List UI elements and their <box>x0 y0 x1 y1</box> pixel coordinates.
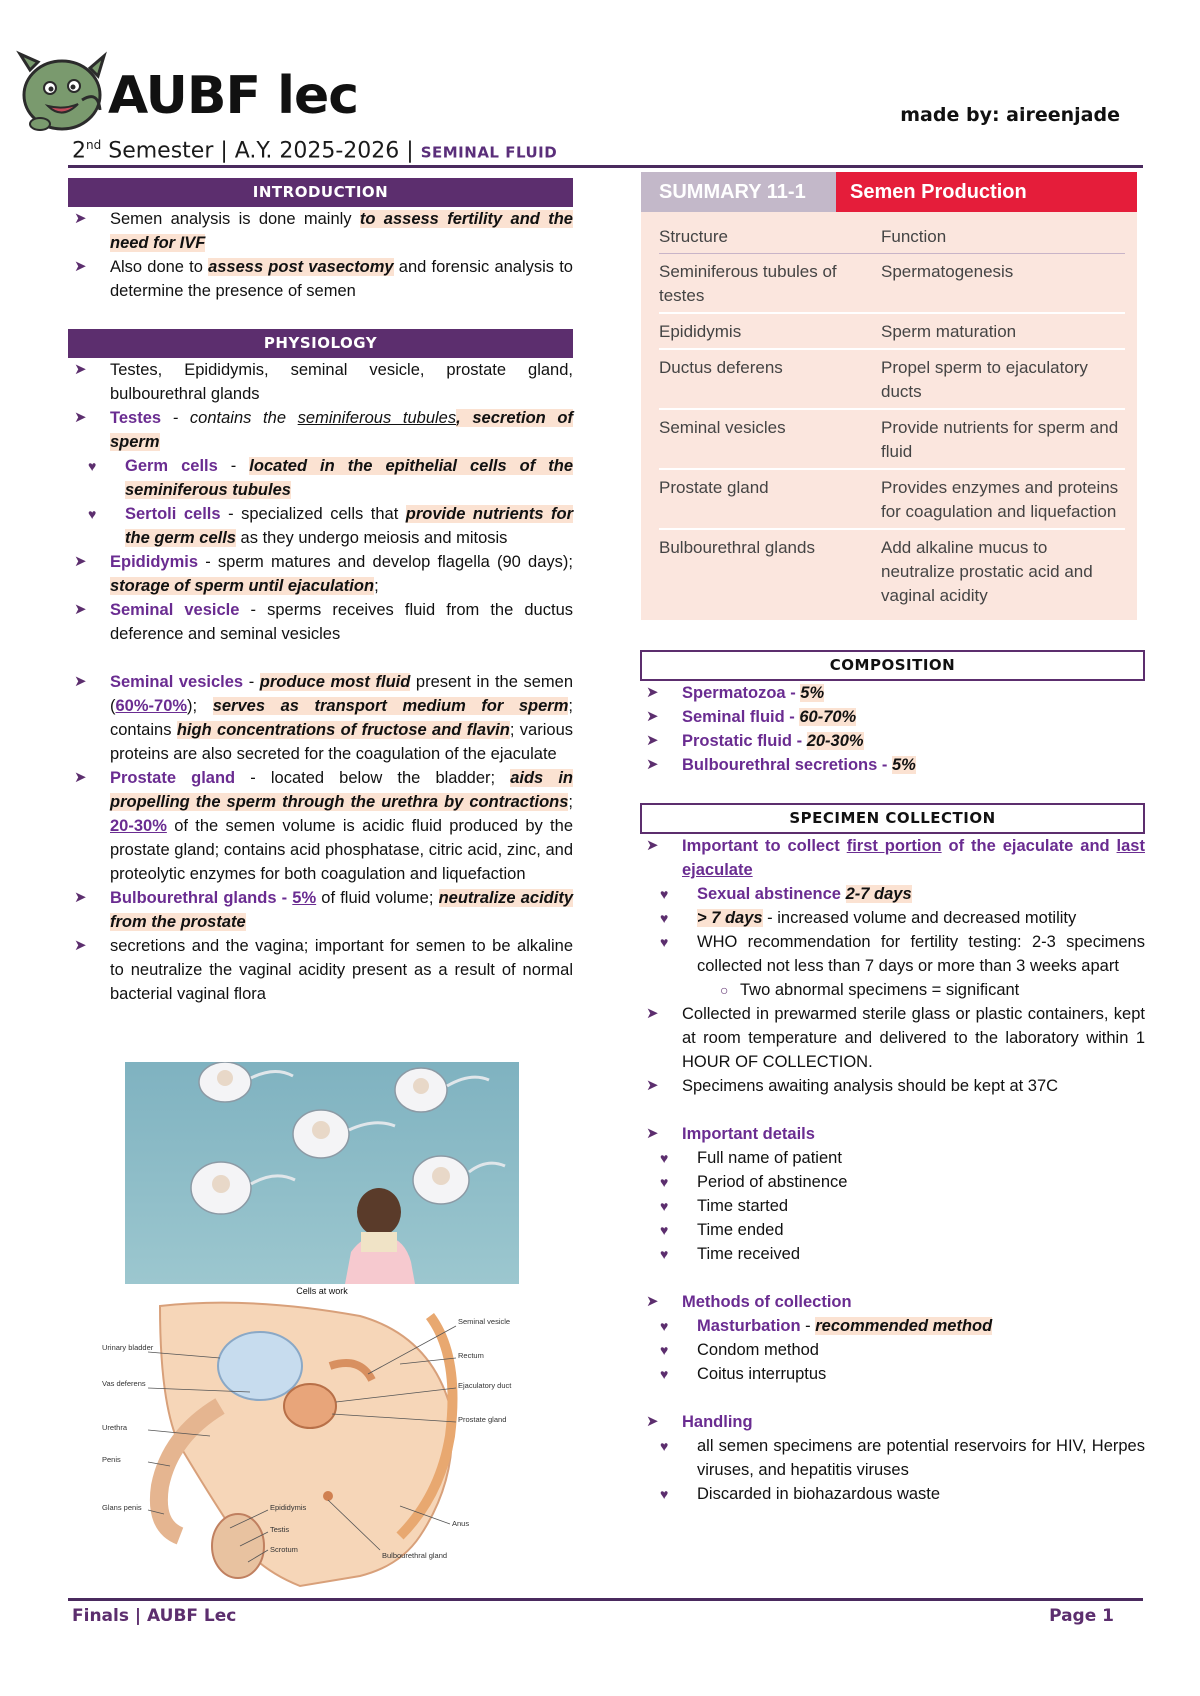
phys-item-sertoli <box>68 502 573 550</box>
male-reproductive-anatomy-diagram <box>100 1296 550 1596</box>
doc-topic: SEMINAL FLUID <box>420 143 558 162</box>
semester-suffix: nd <box>86 138 102 152</box>
doc-title: AUBF lec <box>108 66 359 126</box>
phys-item-secretions <box>68 934 573 1006</box>
term: Testes <box>110 409 162 427</box>
composition-item <box>640 729 1145 753</box>
text: - <box>800 1317 816 1335</box>
underline-text: seminiferous tubules <box>297 409 457 427</box>
footer-rule <box>68 1598 1143 1601</box>
table-row <box>659 350 1125 410</box>
highlight-text: to assess fertility and the need for IVF <box>110 210 573 252</box>
semester-text: Semester | A.Y. 2025-2026 | <box>101 138 421 164</box>
spec-detail <box>640 1146 1145 1170</box>
term: Handling <box>682 1413 753 1431</box>
phys-item-organs <box>68 358 573 406</box>
text: of the semen volume is acidic fluid produced by the prostate gland; contains acid phosphatase, citric acid, zinc, and proteolytic enzymes for both coagulation and liquefaction <box>110 817 573 883</box>
text: present in the semen ( <box>110 673 574 715</box>
cell-structure: Seminiferous tubules of testes <box>659 262 837 305</box>
text: - located below the bladder; <box>235 769 511 787</box>
cell-function: Provides enzymes and proteins for coagulation and liquefaction <box>881 478 1119 521</box>
text: - <box>243 673 260 691</box>
spec-method-coitus <box>640 1362 1145 1386</box>
circle-bullet-icon: ○ <box>720 982 729 998</box>
text: - increased volume and decreased motility <box>762 909 1077 927</box>
label-vas-deferens: Vas deferens <box>102 1379 146 1388</box>
text: ; various proteins are also secreted for the coagulation of the ejaculate <box>110 721 573 763</box>
doc-subtitle <box>72 138 557 163</box>
underline-value: 5% <box>292 889 317 907</box>
highlight-text: 5% <box>891 756 916 774</box>
spec-methods-heading <box>640 1290 1145 1314</box>
spec-detail <box>640 1170 1145 1194</box>
left-column <box>68 178 573 1006</box>
spec-item-awaiting <box>640 1074 1145 1098</box>
text: Time ended <box>697 1221 784 1239</box>
table-row <box>659 410 1125 470</box>
text: as they undergo meiosis and mitosis <box>235 529 508 547</box>
text: Full name of patient <box>697 1149 842 1167</box>
term: Seminal vesicle <box>110 601 240 619</box>
table-row <box>659 530 1125 612</box>
spec-details-heading <box>640 1122 1145 1146</box>
table-row <box>659 314 1125 350</box>
spec-handling-item <box>640 1434 1145 1482</box>
text: - sperms receives fluid from the ductus deference and seminal vesicles <box>110 601 573 643</box>
text: Coitus interruptus <box>697 1365 827 1383</box>
spec-detail <box>640 1218 1145 1242</box>
text: - specialized cells that <box>220 505 406 523</box>
author-credit: made by: aireenjade <box>900 104 1120 126</box>
phys-item-germ-cells <box>68 454 573 502</box>
spec-item-who <box>640 930 1145 978</box>
arrow-bullet-icon: ➤ <box>646 1293 659 1310</box>
text: Time started <box>697 1197 789 1215</box>
text: Condom method <box>697 1341 819 1359</box>
spec-detail <box>640 1194 1145 1218</box>
label-glans-penis: Glans penis <box>102 1503 142 1512</box>
term: Sertoli cells <box>125 505 221 523</box>
cells-at-work-illustration <box>125 1062 519 1284</box>
term: Seminal vesicles <box>110 673 244 691</box>
heart-bullet-icon: ♥ <box>88 506 97 522</box>
underline-value: 60%-70% <box>115 697 188 715</box>
text: - contains the <box>161 409 298 427</box>
heart-bullet-icon: ♥ <box>660 1222 669 1238</box>
text: Two abnormal specimens = significant <box>740 981 1020 999</box>
text: WHO recommendation for fertility testing: 2-3 specimens collected not less than 7 days or more than 3 weeks apart <box>697 933 1145 975</box>
arrow-bullet-icon: ➤ <box>74 409 87 426</box>
heart-bullet-icon: ♥ <box>660 1366 669 1382</box>
highlight-text: recommended method <box>815 1317 993 1335</box>
highlight-text: high concentrations of fructose and flavin <box>176 721 510 739</box>
phys-item-seminal-vesicle <box>68 598 573 646</box>
label-urinary-bladder: Urinary bladder <box>102 1343 154 1352</box>
term: Methods of collection <box>682 1293 852 1311</box>
arrow-bullet-icon: ➤ <box>646 837 659 854</box>
specimen-collection-heading: SPECIMEN COLLECTION <box>640 803 1145 834</box>
arrow-bullet-icon: ➤ <box>74 889 87 906</box>
spec-item-over-7-days <box>640 906 1145 930</box>
text: ; <box>568 793 573 811</box>
text: Discarded in biohazardous waste <box>697 1485 941 1503</box>
heart-bullet-icon: ♥ <box>660 934 669 950</box>
label-rectum: Rectum <box>458 1351 484 1360</box>
arrow-bullet-icon: ➤ <box>646 756 659 773</box>
label-penis: Penis <box>102 1455 121 1464</box>
heart-bullet-icon: ♥ <box>660 1342 669 1358</box>
highlight-text: aids in propelling the sperm through the urethra by contractions <box>110 769 573 811</box>
text: Collected in prewarmed sterile glass or plastic containers, kept at room temperature and delivered to the laboratory within 1 HOUR OF COLLECTION. <box>682 1005 1145 1071</box>
arrow-bullet-icon: ➤ <box>74 937 87 954</box>
arrow-bullet-icon: ➤ <box>74 673 87 690</box>
spec-method-condom <box>640 1338 1145 1362</box>
text: Period of abstinence <box>697 1173 848 1191</box>
phys-item-testes <box>68 406 573 454</box>
highlight-text: 2-7 days <box>845 885 912 903</box>
intro-item-vasectomy <box>68 255 573 303</box>
text: Semen analysis is done mainly <box>110 210 360 228</box>
term: of the ejaculate and <box>941 837 1117 855</box>
table-row <box>659 254 1125 314</box>
text: secretions and the vagina; important for semen to be alkaline to neutralize the vaginal acidity present as a result of normal bacterial vaginal flora <box>110 937 573 1003</box>
term: Prostatic fluid - <box>682 732 807 750</box>
cell-function: Spermatogenesis <box>881 262 1014 281</box>
term: Prostate gland <box>110 769 236 787</box>
spec-item-collected <box>640 1002 1145 1074</box>
term: Masturbation <box>697 1317 801 1335</box>
composition-heading: COMPOSITION <box>640 650 1145 681</box>
arrow-bullet-icon: ➤ <box>74 769 87 786</box>
text: - sperm matures and develop flagella (90 days); <box>198 553 573 571</box>
label-anus: Anus <box>452 1519 470 1528</box>
term: Important to collect <box>682 837 847 855</box>
highlight-text: > 7 days <box>697 909 763 927</box>
underline-value: 20-30% <box>110 817 167 835</box>
term: Important details <box>682 1125 815 1143</box>
arrow-bullet-icon: ➤ <box>646 1077 659 1094</box>
heart-bullet-icon: ♥ <box>660 886 669 902</box>
footer-left: Finals | AUBF Lec <box>72 1606 237 1626</box>
label-prostate-gland: Prostate gland <box>458 1415 507 1424</box>
summary-title: Semen Production <box>836 172 1137 212</box>
arrow-bullet-icon: ➤ <box>646 1125 659 1142</box>
highlight-text: , secretion of sperm <box>110 409 573 451</box>
summary-table-semen-production <box>641 172 1137 620</box>
cell-structure: Epididymis <box>659 322 742 341</box>
cell-structure: Prostate gland <box>659 478 769 497</box>
text: and forensic analysis to determine the presence of semen <box>110 258 573 300</box>
highlight-text: neutralize acidity from the prostate <box>110 889 574 931</box>
cell-function: Provide nutrients for sperm and fluid <box>881 418 1119 461</box>
term: Bulbourethral glands - <box>110 889 293 907</box>
term: Epididymis <box>110 553 199 571</box>
text: of fluid volume; <box>316 889 439 907</box>
text: - <box>217 457 250 475</box>
underline-text: last ejaculate <box>682 837 1145 879</box>
heart-bullet-icon: ♥ <box>660 1486 669 1502</box>
label-epididymis: Epididymis <box>270 1503 307 1512</box>
arrow-bullet-icon: ➤ <box>646 684 659 701</box>
highlight-text: storage of sperm until ejaculation <box>110 577 375 595</box>
cell-structure: Seminal vesicles <box>659 418 786 437</box>
cell-function: Add alkaline mucus to neutralize prostatic acid and vaginal acidity <box>881 538 1093 605</box>
arrow-bullet-icon: ➤ <box>74 553 87 570</box>
label-testis: Testis <box>270 1525 290 1534</box>
text: Time received <box>697 1245 801 1263</box>
highlight-text: assess post vasectomy <box>208 258 394 276</box>
highlight-text: 20-30% <box>806 732 864 750</box>
term: Seminal fluid - <box>682 708 800 726</box>
highlight-text: 60-70% <box>799 708 857 726</box>
semester-number: 2 <box>72 138 86 164</box>
spec-detail <box>640 1242 1145 1266</box>
highlight-text: 5% <box>800 684 825 702</box>
arrow-bullet-icon: ➤ <box>74 210 87 227</box>
highlight-text: located in the epithelial cells of the seminiferous tubules <box>125 457 573 499</box>
arrow-bullet-icon: ➤ <box>646 1413 659 1430</box>
term: Bulbourethral secretions - <box>682 756 892 774</box>
right-column <box>640 650 1145 1506</box>
heart-bullet-icon: ♥ <box>660 1318 669 1334</box>
term: Germ cells <box>125 457 218 475</box>
text: Specimens awaiting analysis should be kept at 37C <box>682 1077 1059 1095</box>
photo-caption: Cells at work <box>296 1286 348 1296</box>
text: Testes, Epididymis, seminal vesicle, prostate gland, bulbourethral glands <box>110 361 573 403</box>
text: ; <box>374 577 379 595</box>
phys-item-seminal-vesicles <box>68 670 573 766</box>
arrow-bullet-icon: ➤ <box>74 361 87 378</box>
heart-bullet-icon: ♥ <box>660 910 669 926</box>
spec-item-important <box>640 834 1145 882</box>
arrow-bullet-icon: ➤ <box>74 601 87 618</box>
page-number: Page 1 <box>1049 1606 1114 1626</box>
arrow-bullet-icon: ➤ <box>74 258 87 275</box>
text: ); <box>187 697 213 715</box>
summary-header <box>641 172 1137 212</box>
text: all semen specimens are potential reservoirs for HIV, Herpes viruses, and hepatitis viruses <box>697 1437 1145 1479</box>
highlight-text: produce most fluid <box>259 673 411 691</box>
phys-item-prostate <box>68 766 573 886</box>
mascot-logo-icon <box>12 40 112 140</box>
composition-item <box>640 753 1145 777</box>
spec-handling-heading <box>640 1410 1145 1434</box>
term: Spermatozoa - <box>682 684 801 702</box>
underline-text: first portion <box>846 837 942 855</box>
summary-label: SUMMARY 11-1 <box>641 172 836 212</box>
text: Also done to <box>110 258 209 276</box>
label-seminal-vesicle: Seminal vesicle <box>458 1317 511 1326</box>
label-bulbourethral-gland: Bulbourethral gland <box>382 1551 448 1560</box>
intro-item-fertility <box>68 207 573 255</box>
table-row <box>659 470 1125 530</box>
spec-method-masturbation <box>640 1314 1145 1338</box>
label-urethra: Urethra <box>102 1423 128 1432</box>
summary-body <box>659 227 1125 612</box>
arrow-bullet-icon: ➤ <box>646 1005 659 1022</box>
cell-structure: Bulbourethral glands <box>659 538 815 557</box>
page-header <box>0 0 1200 180</box>
composition-item <box>640 705 1145 729</box>
cell-function: Sperm maturation <box>881 322 1017 341</box>
cell-function: Propel sperm to ejaculatory ducts <box>881 358 1088 401</box>
header-rule <box>68 165 1143 168</box>
highlight-text: provide nutrients for the germ cells <box>125 505 573 547</box>
phys-item-bulbourethral <box>68 886 573 934</box>
physiology-heading: PHYSIOLOGY <box>68 329 573 358</box>
heart-bullet-icon: ♥ <box>660 1174 669 1190</box>
column-structure: Structure <box>659 227 728 246</box>
spec-item-two-abnormal <box>640 978 1145 1002</box>
heart-bullet-icon: ♥ <box>88 458 97 474</box>
text: ; contains <box>110 697 573 739</box>
heart-bullet-icon: ♥ <box>660 1150 669 1166</box>
arrow-bullet-icon: ➤ <box>646 708 659 725</box>
heart-bullet-icon: ♥ <box>660 1438 669 1454</box>
spec-handling-item <box>640 1482 1145 1506</box>
introduction-heading: INTRODUCTION <box>68 178 573 207</box>
heart-bullet-icon: ♥ <box>660 1198 669 1214</box>
summary-column-headers <box>659 227 1125 254</box>
arrow-bullet-icon: ➤ <box>646 732 659 749</box>
composition-item <box>640 681 1145 705</box>
spec-item-abstinence <box>640 882 1145 906</box>
cell-structure: Ductus deferens <box>659 358 783 377</box>
label-scrotum: Scrotum <box>270 1545 298 1554</box>
term: Sexual abstinence <box>697 885 846 903</box>
heart-bullet-icon: ♥ <box>660 1246 669 1262</box>
highlight-text: serves as transport medium for sperm <box>212 697 569 715</box>
phys-item-epididymis <box>68 550 573 598</box>
column-function: Function <box>881 227 947 246</box>
label-ejaculatory-duct: Ejaculatory duct <box>458 1381 512 1390</box>
